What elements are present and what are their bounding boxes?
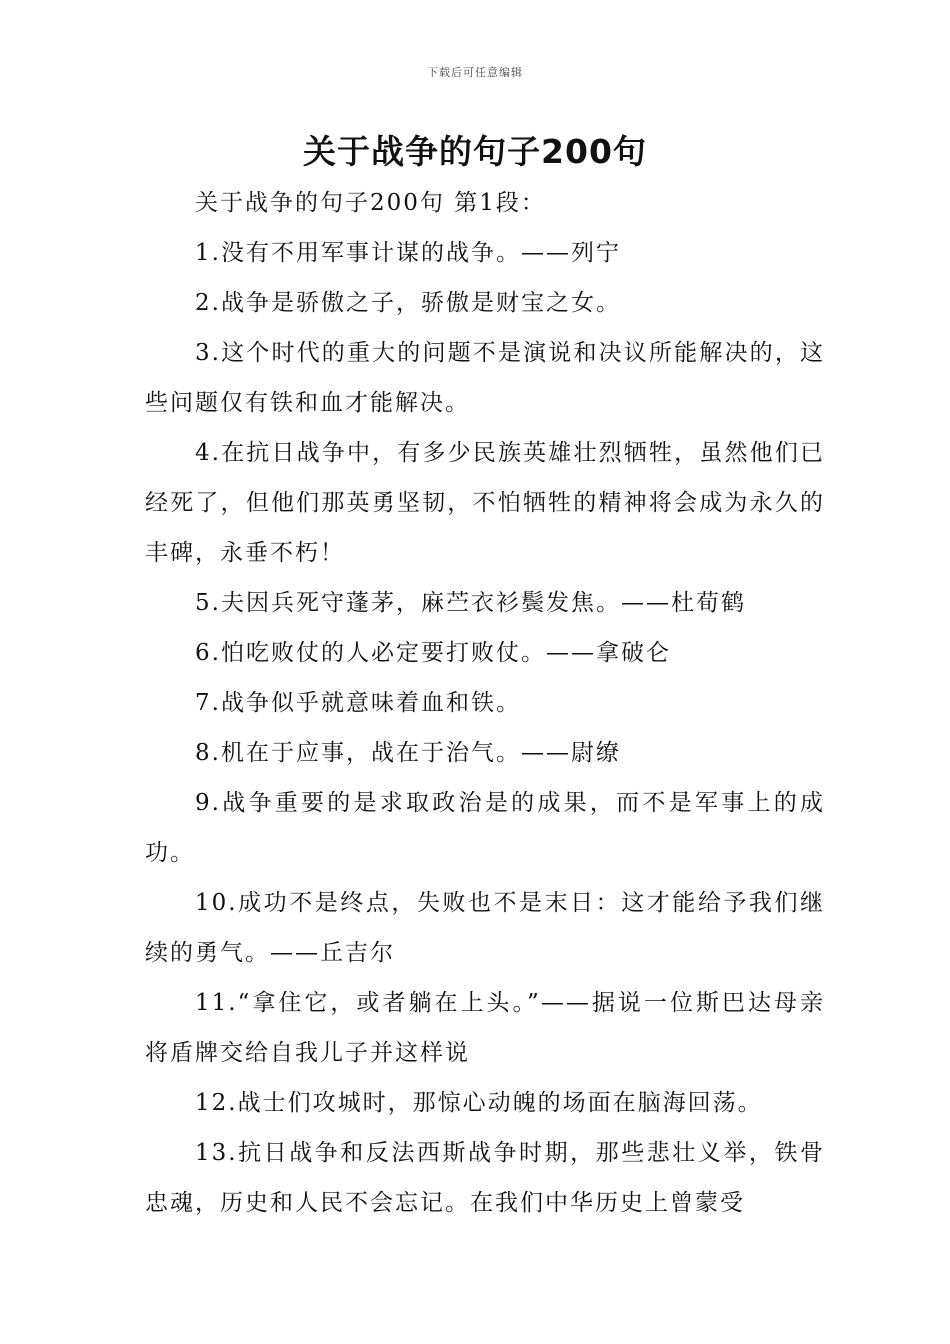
paragraph-11: 11.“拿住它，或者躺在上头。”——据说一位斯巴达母亲将盾牌交给自我儿子并这样说: [145, 990, 825, 1066]
paragraph-13: 13.抗日战争和反法西斯战争时期，那些悲壮义举，铁骨忠魂，历史和人民不会忘记。在我们中华历史上曾蒙受: [145, 1140, 825, 1216]
paragraph-4: 4.在抗日战争中，有多少民族英雄壮烈牺牲，虽然他们已经死了，但他们那英勇坚韧，不怕牺牲的精神将会成为永久的丰碑，永垂不朽！: [145, 440, 825, 566]
page-title: 关于战争的句子200句: [303, 132, 647, 171]
section-heading: 关于战争的句子200句 第1段：: [195, 190, 546, 216]
paragraph-7: 7.战争似乎就意味着血和铁。: [195, 690, 521, 716]
paragraph-5: 5.夫因兵死守蓬茅，麻苎衣衫鬓发焦。——杜荀鹤: [195, 590, 746, 616]
paragraph-9: 9.战争重要的是求取政治是的成果，而不是军事上的成功。: [145, 790, 825, 866]
paragraph-12: 12.战士们攻城时，那惊心动魄的场面在脑海回荡。: [195, 1090, 763, 1116]
document-body: [145, 178, 825, 1228]
paragraph-1: 1.没有不用军事计谋的战争。——列宁: [195, 240, 621, 266]
paragraph-2: 2.战争是骄傲之子，骄傲是财宝之女。: [195, 290, 621, 316]
paragraph-6: 6.怕吃败仗的人必定要打败仗。——拿破仑: [195, 640, 671, 666]
paragraph-8: 8.机在于应事，战在于治气。——尉缭: [195, 740, 621, 766]
paragraph-3: 3.这个时代的重大的问题不是演说和决议所能解决的，这些问题仅有铁和血才能解决。: [145, 340, 825, 416]
paragraph-10: 10.成功不是终点，失败也不是末日：这才能给予我们继续的勇气。——丘吉尔: [145, 890, 825, 966]
header-note: 下载后可任意编辑: [427, 66, 523, 79]
